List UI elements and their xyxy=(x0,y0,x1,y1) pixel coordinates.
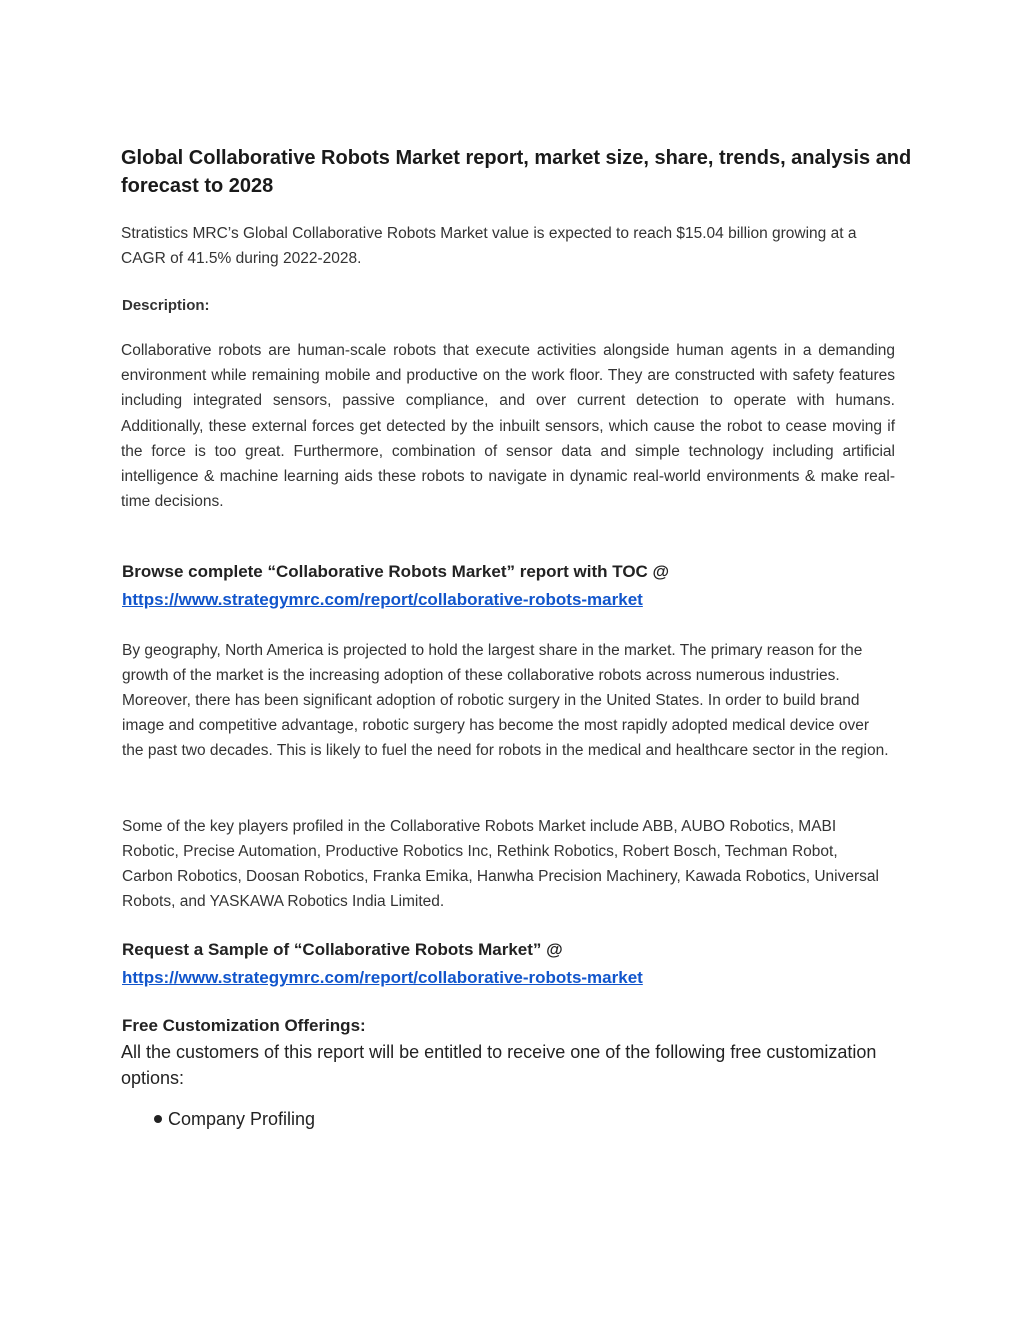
customization-heading: Free Customization Offerings: xyxy=(122,1016,366,1035)
list-item xyxy=(154,1106,315,1132)
toc-label: Browse complete “Collaborative Robots Market” report with TOC @ xyxy=(122,562,670,581)
customization-paragraph: All the customers of this report will be entitled to receive one of the following free customization options: xyxy=(121,1042,877,1088)
description-heading: Description: xyxy=(122,297,210,314)
geography-paragraph: By geography, North America is projected to hold the largest share in the market. The primary reason for the growth of the market is the increasing adoption of these collaborative robots across numerous industries. Moreover, there has been significant adoption of robotic surgery in the United States. In order to build brand image and competitive advantage, robotic surgery has become the most rapidly adopted medical device over the past two decades. This is likely to fuel the need for robots in the medical and healthcare sector in the region. xyxy=(122,642,889,759)
page-title: Global Collaborative Robots Market report, market size, share, trends, analysis and forecast to 2028 xyxy=(121,147,912,197)
sample-report-link[interactable]: https://www.strategymrc.com/report/collaborative-robots-market xyxy=(122,968,643,987)
bullet-icon xyxy=(154,1115,162,1123)
description-paragraph: Collaborative robots are human-scale robots that execute activities alongside human agents in a demanding environment while remaining mobile and productive on the work floor. They are constructed with safety features including integrated sensors, passive compliance, and over current detection to operate with humans. Additionally, these external forces get detected by the inbuilt sensors, which cause the robot to cease moving if the force is too great. Furthermore, combination of sensor data and simple technology including artificial intelligence & machine learning aids these robots to navigate in dynamic real-world environments & make real-time decisions. xyxy=(121,342,895,511)
customization-options-list xyxy=(154,1106,315,1132)
key-players-paragraph: Some of the key players profiled in the Collaborative Robots Market include ABB, AUBO Robotics, MABI Robotic, Precise Automation, Productive Robotics Inc, Rethink Robotics, Robert Bosch, Techman Robot, Carbon Robotics, Doosan Robotics, Franka Emika, Hanwha Precision Machinery, Kawada Robotics, Universal Robots, and YASKAWA Robotics India Limited. xyxy=(122,818,879,910)
toc-section xyxy=(122,558,669,614)
sample-section xyxy=(122,936,643,992)
sample-label: Request a Sample of “Collaborative Robots Market” @ xyxy=(122,940,563,959)
intro-paragraph: Stratistics MRC’s Global Collaborative Robots Market value is expected to reach $15.04 billion growing at a CAGR of 41.5% during 2022-2028. xyxy=(121,225,857,267)
option-label: Company Profiling xyxy=(168,1109,316,1129)
toc-report-link[interactable]: https://www.strategymrc.com/report/collaborative-robots-market xyxy=(122,590,643,609)
